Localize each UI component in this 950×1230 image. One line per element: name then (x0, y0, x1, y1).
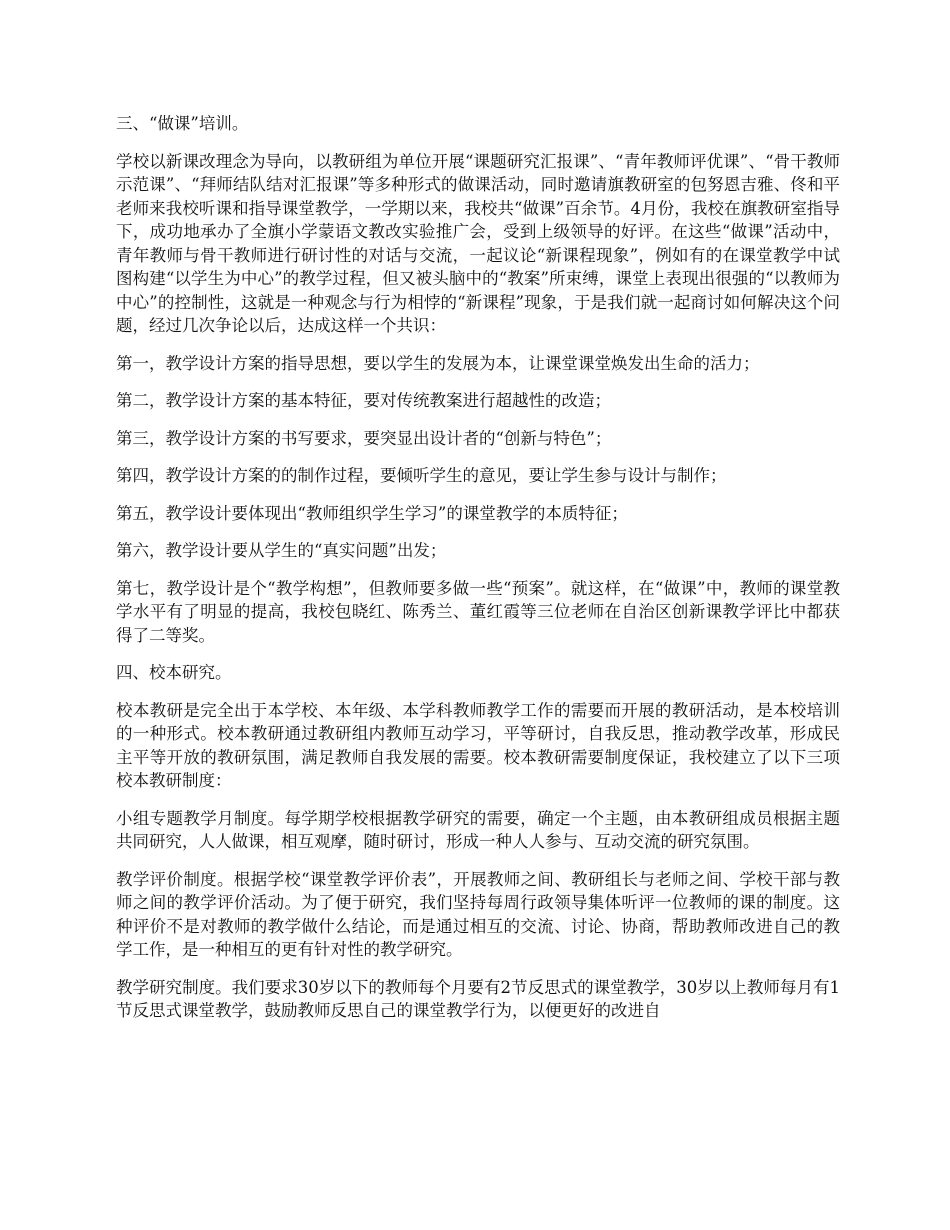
paragraph-school-research: 校本教研是完全出于本学校、本年级、本学科教师教学工作的需要而开展的教研活动，是本校培训的一种形式。校本教研通过教研组内教师互动学习，平等研讨，自我反思，推动教学改革，形成民主平等开放的教研氛围，满足教师自我发展的需要。校本教研需要制度保证，我校建立了以下三项校本教研制度： (116, 700, 840, 790)
paragraph-research-system: 教学研究制度。我们要求30岁以下的教师每个月要有2节反思式的课堂教学，30岁以上教师每月有1节反思式课堂教学，鼓励教师反思自己的课堂教学行为，以便更好的改进自 (116, 977, 840, 1020)
consensus-item-7: 第七，教学设计是个“教学构想”，但教师要多做一些“预案”。就这样，在“做课”中，教师的课堂教学水平有了明显的提高，我校包晓红、陈秀兰、董红霞等三位老师在自治区创新课教学评比中都获得了二等奖。 (116, 578, 840, 645)
consensus-item-1: 第一，教学设计方案的指导思想，要以学生的发展为本，让课堂课堂焕发出生命的活力； (116, 353, 760, 373)
paragraph-zuoke-activities: 学校以新课改理念为导向，以教研组为单位开展“课题研究汇报课”、“青年教师评优课”、“骨干教师示范课”、“拜师结队结对汇报课”等多种形式的做课活动，同时邀请旗教研室的包努恩吉雅、佟和平老师来我校听课和指导课堂教学，一学期以来，我校共“做课”百余节。4月份，我校在旗教研室指导下，成功地承办了全旗小学蒙语文教改实验推广会，受到上级领导的好评。在这些“做课”活动中，青年教师与骨干教师进行研讨性的对话与交流，一起议论“新课程现象”，例如有的在课堂教学中试图构建“以学生为中心”的教学过程，但又被头脑中的“教案”所束缚，课堂上表现出很强的“以教师为中心”的控制性，这就是一种观念与行为相悖的“新课程”现象，于是我们就一起商讨如何解决这个问题，经过几次争论以后，达成这样一个共识： (116, 151, 840, 335)
consensus-item-5: 第五，教学设计要体现出“教师组织学生学习”的课堂教学的本质特征； (116, 503, 628, 523)
document-page (116, 112, 840, 1037)
consensus-item-6: 第六，教学设计要从学生的“真实问题”出发； (116, 541, 447, 560)
paragraph-group-topic-system: 小组专题教学月制度。每学期学校根据教学研究的需要，确定一个主题，由本教研组成员根据主题共同研究，人人做课，相互观摩，随时研讨，形成一种人人参与、互动交流的研究氛围。 (116, 808, 840, 851)
section-heading-three: 三、“做课”培训。 (116, 114, 249, 133)
consensus-item-4: 第四，教学设计方案的的制作过程，要倾听学生的意见，要让学生参与设计与制作； (116, 466, 727, 485)
consensus-item-3: 第三，教学设计方案的书写要求，要突显出设计者的“创新与特色”； (116, 428, 612, 448)
section-heading-four: 四、校本研究。 (116, 663, 232, 682)
paragraph-evaluation-system: 教学评价制度。根据学校“课堂教学评价表”，开展教师之间、教研组长与老师之间、学校干部与教师之间的教学评价活动。为了便于研究，我们坚持每周行政领导集体听评一位教师的课的制度。这种评价不是对教师的教学做什么结论，而是通过相互的交流、讨论、协商，帮助教师改进自己的教学工作，是一种相互的更有针对性的教学研究。 (116, 869, 840, 959)
consensus-item-2: 第二，教学设计方案的基本特征，要对传统教案进行超越性的改造； (116, 391, 611, 410)
